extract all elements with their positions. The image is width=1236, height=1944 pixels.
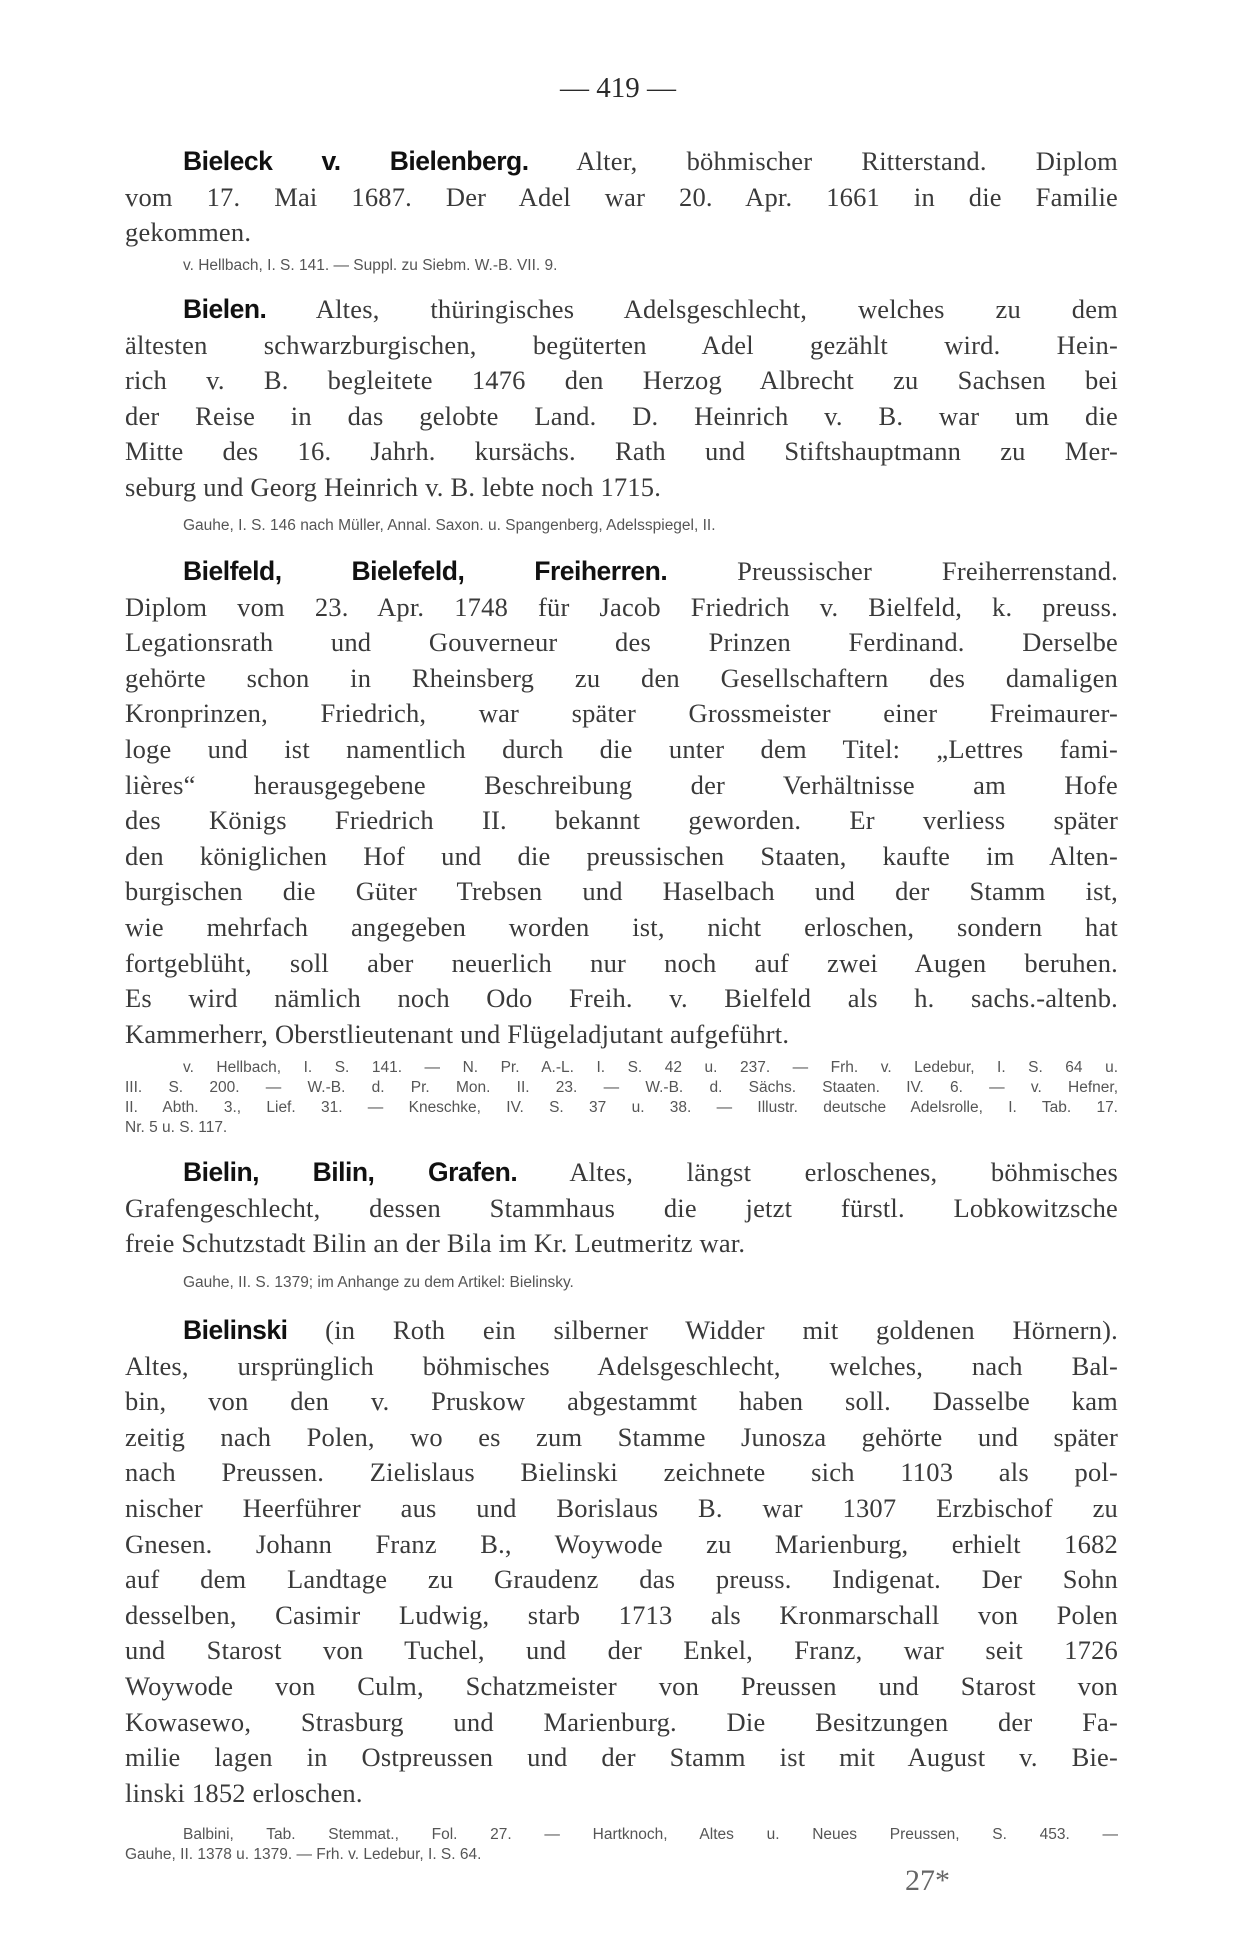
entry-references (125, 516, 1118, 536)
entry-heading: Bieleck v. Bielenberg. (183, 146, 529, 176)
text-line: Woywode von Culm, Schatzmeister von Preussen und Starost von (125, 1670, 1118, 1701)
text-line: Legationsrath und Gouverneur des Prinzen Ferdinand. Derselbe (125, 627, 1118, 658)
text-line: milie lagen in Ostpreussen und der Stamm ist mit August v. Bie- (125, 1742, 1118, 1773)
entry-references (125, 1058, 1118, 1138)
reference-line: II. Abth. 3., Lief. 31. — Kneschke, IV. S. 37 u. 38. — Illustr. deutsche Adelsrolle, I. Tab. 17. (125, 1099, 1118, 1116)
reference-line: v. Hellbach, I. S. 141. — N. Pr. A.-L. I. S. 42 u. 237. — Frh. v. Ledebur, I. S. 64 u. (183, 1059, 1118, 1076)
text-line: Diplom vom 23. Apr. 1748 für Jacob Friedrich v. Bielfeld, k. preuss. (125, 591, 1118, 622)
text-line: und Starost von Tuchel, und der Enkel, Franz, war seit 1726 (125, 1635, 1118, 1666)
entry-text: Altes, thüringisches Adelsgeschlecht, welches zu dem (315, 294, 1118, 324)
reference-line: Gauhe, II. 1378 u. 1379. — Frh. v. Ledebur, I. S. 64. (125, 1846, 482, 1863)
reference-line: Balbini, Tab. Stemmat., Fol. 27. — Hartknoch, Altes u. Neues Preussen, S. 453. — (183, 1826, 1118, 1843)
entry-heading: Bielin, Bilin, Grafen. (183, 1157, 518, 1187)
entry-text: (in Roth ein silberner Widder mit goldenen Hörnern). (325, 1315, 1119, 1345)
text-line (125, 554, 1118, 590)
entry-1 (125, 144, 1118, 251)
text-line: freie Schutzstadt Bilin an der Bila im Kr. Leutmeritz war. (125, 1228, 746, 1259)
text-line: Altes, ursprünglich böhmisches Adelsgeschlecht, welches, nach Bal- (125, 1350, 1118, 1381)
text-line (125, 1313, 1118, 1349)
text-line: bin, von den v. Pruskow abgestammt haben soll. Dasselbe kam (125, 1386, 1118, 1417)
entry-text: Alter, böhmischer Ritterstand. Diplom (576, 146, 1118, 176)
text-line: auf dem Landtage zu Graudenz das preuss. Indigenat. Der Sohn (125, 1564, 1118, 1595)
entry-references (125, 1273, 1118, 1293)
text-line: rich v. B. begleitete 1476 den Herzog Albrecht zu Sachsen bei (125, 365, 1118, 396)
entry-3 (125, 554, 1118, 1052)
text-line: Kronprinzen, Friedrich, war später Grossmeister einer Freimaurer- (125, 698, 1118, 729)
text-line: Gnesen. Johann Franz B., Woywode zu Marienburg, erhielt 1682 (125, 1528, 1118, 1559)
entry-heading: Bielinski (183, 1315, 288, 1345)
text-line: gehörte schon in Rheinsberg zu den Gesellschaftern des damaligen (125, 662, 1118, 693)
signature-mark: 27* (905, 1864, 950, 1897)
entry-5 (125, 1313, 1118, 1811)
entry-references (125, 1825, 1118, 1865)
text-line: linski 1852 erloschen. (125, 1777, 363, 1808)
entry-heading: Bielen. (183, 294, 267, 324)
text-line: gekommen. (125, 217, 252, 248)
text-line: nach Preussen. Zielislaus Bielinski zeichnete sich 1103 als pol- (125, 1457, 1118, 1488)
text-line: loge und ist namentlich durch die unter dem Titel: „Lettres fami- (125, 733, 1118, 764)
text-line: vom 17. Mai 1687. Der Adel war 20. Apr. 1661 in die Familie (125, 181, 1118, 212)
reference-line: Gauhe, I. S. 146 nach Müller, Annal. Saxon. u. Spangenberg, Adelsspiegel, II. (183, 517, 716, 534)
text-line (125, 144, 1118, 180)
text-line: seburg und Georg Heinrich v. B. lebte noch 1715. (125, 471, 662, 502)
reference-line: v. Hellbach, I. S. 141. — Suppl. zu Siebm. W.-B. VII. 9. (183, 257, 558, 274)
text-line: lières“ herausgegebene Beschreibung der Verhältnisse am Hofe (125, 769, 1118, 800)
text-line: ältesten schwarzburgischen, begüterten Adel gezählt wird. Hein- (125, 329, 1118, 360)
text-line: nischer Heerführer aus und Borislaus B. war 1307 Erzbischof zu (125, 1492, 1118, 1523)
entry-text: Altes, längst erloschenes, böhmisches (569, 1157, 1118, 1187)
text-line: Es wird nämlich noch Odo Freih. v. Bielfeld als h. sachs.-altenb. (125, 983, 1118, 1014)
text-line (125, 1155, 1118, 1191)
entry-references (125, 256, 1118, 276)
entry-heading: Bielfeld, Bielefeld, Freiherren. (183, 556, 668, 586)
text-line: zeitig nach Polen, wo es zum Stamme Junosza gehörte und später (125, 1421, 1118, 1452)
text-line: Kammerherr, Oberstlieutenant und Flügeladjutant aufgeführt. (125, 1018, 790, 1049)
text-line: den königlichen Hof und die preussischen Staaten, kaufte im Alten- (125, 840, 1118, 871)
text-line: des Königs Friedrich II. bekannt geworden. Er verliess später (125, 805, 1118, 836)
text-line: der Reise in das gelobte Land. D. Heinrich v. B. war um die (125, 400, 1118, 431)
entry-text: Preussischer Freiherrenstand. (737, 556, 1119, 586)
entry-2 (125, 292, 1118, 506)
text-line: Mitte des 16. Jahrh. kursächs. Rath und Stiftshauptmann zu Mer- (125, 436, 1118, 467)
text-line: Kowasewo, Strasburg und Marienburg. Die Besitzungen der Fa- (125, 1706, 1118, 1737)
reference-line: Gauhe, II. S. 1379; im Anhange zu dem Artikel: Bielinsky. (183, 1274, 574, 1291)
text-line (125, 292, 1118, 328)
page-number: — 419 — (560, 72, 676, 104)
entry-4 (125, 1155, 1118, 1262)
reference-line: Nr. 5 u. S. 117. (125, 1119, 228, 1136)
text-line: fortgeblüht, soll aber neuerlich nur noch auf zwei Augen beruhen. (125, 947, 1118, 978)
text-line: desselben, Casimir Ludwig, starb 1713 als Kronmarschall von Polen (125, 1599, 1118, 1630)
text-line: burgischen die Güter Trebsen und Haselbach und der Stamm ist, (125, 876, 1118, 907)
reference-line: III. S. 200. — W.-B. d. Pr. Mon. II. 23. — W.-B. d. Sächs. Staaten. IV. 6. — v. Hefner, (125, 1079, 1118, 1096)
text-line: Grafengeschlecht, dessen Stammhaus die jetzt fürstl. Lobkowitzsche (125, 1192, 1118, 1223)
text-line: wie mehrfach angegeben worden ist, nicht erloschen, sondern hat (125, 911, 1118, 942)
